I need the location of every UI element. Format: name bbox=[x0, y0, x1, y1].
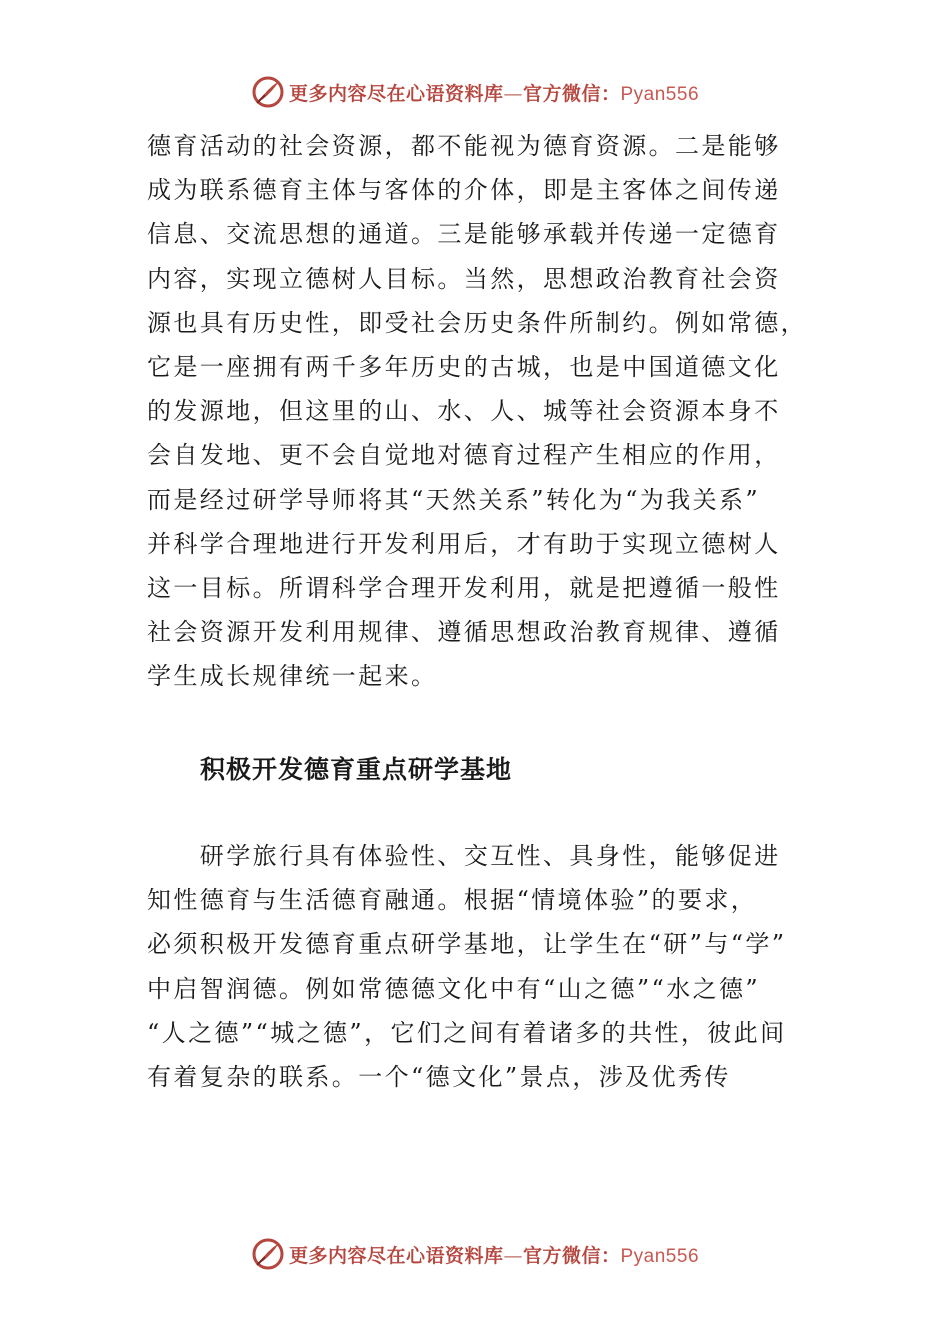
text-line: 信息、交流思想的通道。三是能够承载并传递一定德育 bbox=[147, 220, 781, 249]
text-line: 源也具有历史性，即受社会历史条件所制约。例如常德， bbox=[147, 308, 807, 337]
body-paragraph-2 bbox=[147, 834, 827, 1099]
text-line: 必须积极开发德育重点研学基地，让学生在“研”与“学” bbox=[147, 930, 787, 959]
footer-watermark bbox=[0, 1234, 950, 1274]
quill-logo-icon bbox=[251, 1237, 285, 1271]
text-line: 社会资源开发利用规律、遵循思想政治教育规律、遵循 bbox=[147, 618, 781, 647]
watermark-separator: — bbox=[503, 1244, 523, 1267]
watermark-contact-id: Pyan556 bbox=[620, 1245, 700, 1267]
watermark-separator: — bbox=[503, 82, 523, 105]
text-line: 德育活动的社会资源，都不能视为德育资源。二是能够 bbox=[147, 132, 781, 160]
text-line: 而是经过研学导师将其“天然关系”转化为“为我关系” bbox=[147, 485, 761, 514]
body-paragraph-1 bbox=[147, 124, 827, 699]
section-heading: 积极开发德育重点研学基地 bbox=[200, 755, 513, 784]
text-line: 会自发地、更不会自觉地对德育过程产生相应的作用， bbox=[147, 441, 781, 470]
quill-logo-icon bbox=[251, 75, 285, 109]
watermark-title: 更多内容尽在心语资料库 bbox=[288, 82, 504, 105]
text-line: 学生成长规律统一起来。 bbox=[147, 662, 438, 691]
watermark-contact-id: Pyan556 bbox=[620, 83, 700, 105]
watermark-title: 更多内容尽在心语资料库 bbox=[288, 1244, 504, 1267]
text-line: 有着复杂的联系。一个“德文化”景点，涉及优秀传 bbox=[147, 1063, 731, 1092]
watermark-contact-label: 官方微信： bbox=[522, 1244, 621, 1267]
text-line: “人之德”“城之德”，它们之间有着诸多的共性，彼此间 bbox=[147, 1018, 787, 1047]
watermark-text bbox=[289, 79, 699, 106]
text-line: 成为联系德育主体与客体的介体，即是主客体之间传递 bbox=[147, 176, 781, 205]
text-line: 它是一座拥有两千多年历史的古城，也是中国道德文化 bbox=[147, 353, 781, 382]
text-line: 中启智润德。例如常德德文化中有“山之德”“水之德” bbox=[147, 974, 761, 1003]
text-line: 的发源地，但这里的山、水、人、城等社会资源本身不 bbox=[147, 397, 781, 426]
header-watermark bbox=[0, 72, 950, 112]
text-line: 内容，实现立德树人目标。当然，思想政治教育社会资 bbox=[147, 264, 781, 293]
watermark-contact-label: 官方微信： bbox=[522, 82, 621, 105]
text-line: 研学旅行具有体验性、交互性、具身性，能够促进 bbox=[147, 842, 781, 870]
text-line: 知性德育与生活德育融通。根据“情境体验”的要求， bbox=[147, 886, 758, 915]
watermark-text bbox=[289, 1241, 699, 1268]
text-line: 并科学合理地进行开发利用后，才有助于实现立德树人 bbox=[147, 529, 781, 558]
text-line: 这一目标。所谓科学合理开发利用，就是把遵循一般性 bbox=[147, 574, 781, 603]
